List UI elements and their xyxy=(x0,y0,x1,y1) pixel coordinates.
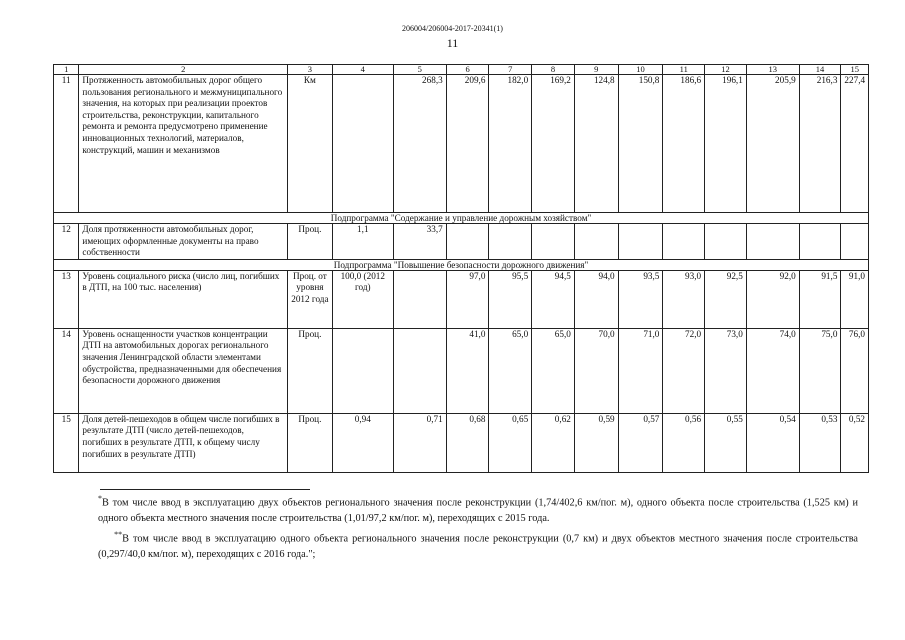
value-cell xyxy=(746,224,799,260)
footnote-1 xyxy=(98,491,858,527)
column-number: 6 xyxy=(446,65,489,75)
column-number: 14 xyxy=(799,65,841,75)
base-value-cell: 1,1 xyxy=(332,224,393,260)
value-cell xyxy=(841,224,869,260)
base-value-cell xyxy=(332,75,393,213)
row-number: 12 xyxy=(54,224,79,260)
footnote-1-mark: * xyxy=(98,494,102,503)
row-number: 13 xyxy=(54,270,79,328)
value-cell: 76,0 xyxy=(841,328,869,413)
column-number: 5 xyxy=(393,65,446,75)
value-cell: 65,0 xyxy=(532,328,575,413)
table-row xyxy=(54,224,869,260)
value-cell: 0,52 xyxy=(841,413,869,472)
value-cell xyxy=(663,224,705,260)
value-cell: 0,53 xyxy=(799,413,841,472)
value-cell: 0,71 xyxy=(393,413,446,472)
value-cell: 94,5 xyxy=(532,270,575,328)
value-cell: 75,0 xyxy=(799,328,841,413)
value-cell: 33,7 xyxy=(393,224,446,260)
row-number: 14 xyxy=(54,328,79,413)
value-cell: 227,4 xyxy=(841,75,869,213)
value-cell: 92,0 xyxy=(746,270,799,328)
row-number: 11 xyxy=(54,75,79,213)
value-cell: 205,9 xyxy=(746,75,799,213)
unit-cell: Км xyxy=(288,75,333,213)
column-number: 13 xyxy=(746,65,799,75)
value-cell: 186,6 xyxy=(663,75,705,213)
subprogram-row xyxy=(54,213,869,224)
value-cell: 216,3 xyxy=(799,75,841,213)
value-cell: 65,0 xyxy=(489,328,532,413)
column-number: 15 xyxy=(841,65,869,75)
value-cell: 97,0 xyxy=(446,270,489,328)
value-cell: 0,57 xyxy=(618,413,663,472)
value-cell: 91,0 xyxy=(841,270,869,328)
value-cell: 182,0 xyxy=(489,75,532,213)
value-cell: 70,0 xyxy=(574,328,618,413)
value-cell xyxy=(446,224,489,260)
column-number: 12 xyxy=(705,65,747,75)
footnote-2-mark: ** xyxy=(114,530,123,539)
value-cell: 0,62 xyxy=(532,413,575,472)
value-cell xyxy=(393,328,446,413)
value-cell: 150,8 xyxy=(618,75,663,213)
column-number: 8 xyxy=(532,65,575,75)
table-row xyxy=(54,270,869,328)
value-cell: 0,55 xyxy=(705,413,747,472)
indicator-name: Доля протяженности автомобильных дорог, имеющих оформленные документы на право собственности xyxy=(79,224,288,260)
value-cell: 268,3 xyxy=(393,75,446,213)
document-id: 206004/206004-2017-20341(1) xyxy=(402,24,503,33)
column-number: 3 xyxy=(288,65,333,75)
value-cell: 72,0 xyxy=(663,328,705,413)
footnote-2-text: В том числе ввод в эксплуатацию одного объекта регионального значения после реконструкции (0,7 км) и двух объектов местного значения после строительства (0,297/40,0 км/пог. м), переходящих с 2016 года."; xyxy=(98,533,858,561)
column-number: 9 xyxy=(574,65,618,75)
value-cell: 0,65 xyxy=(489,413,532,472)
value-cell: 74,0 xyxy=(746,328,799,413)
footnote-1-text: В том числе ввод в эксплуатацию двух объектов регионального значения после реконструкции (1,74/402,6 км/пог. м), одного объекта после строительства (1,525 км) и одного объекта местного значения после строительства (1,01/97,2 км/пог. м), переходящих с 2015 года. xyxy=(98,497,858,525)
table-row xyxy=(54,413,869,472)
indicator-name: Протяженность автомобильных дорог общего пользования регионального и межмуниципального значения, на которых при реализации проектов строительства, реконструкции, капитального ремонта и ремонта предусмотрено применение инновационных технологий, материалов, конструкций, машин и механизмов xyxy=(79,75,288,213)
value-cell: 73,0 xyxy=(705,328,747,413)
page-number: 11 xyxy=(446,36,459,50)
base-value-cell: 0,94 xyxy=(332,413,393,472)
base-value-cell xyxy=(332,328,393,413)
value-cell: 209,6 xyxy=(446,75,489,213)
value-cell: 94,0 xyxy=(574,270,618,328)
value-cell xyxy=(489,224,532,260)
subprogram-row xyxy=(54,259,869,270)
value-cell xyxy=(799,224,841,260)
value-cell xyxy=(532,224,575,260)
footnote-2 xyxy=(98,527,858,563)
value-cell: 41,0 xyxy=(446,328,489,413)
footnote-separator xyxy=(100,489,310,490)
value-cell xyxy=(574,224,618,260)
indicator-name: Доля детей-пешеходов в общем числе погибших в результате ДТП (число детей-пешеходов, погибших в результате ДТП, к общему числу погибших в результате ДТП) xyxy=(79,413,288,472)
row-number: 15 xyxy=(54,413,79,472)
value-cell: 0,59 xyxy=(574,413,618,472)
value-cell xyxy=(618,224,663,260)
value-cell: 0,54 xyxy=(746,413,799,472)
value-cell: 95,5 xyxy=(489,270,532,328)
value-cell: 169,2 xyxy=(532,75,575,213)
value-cell: 93,5 xyxy=(618,270,663,328)
base-value-cell: 100,0 (2012 год) xyxy=(332,270,393,328)
table-row xyxy=(54,75,869,213)
table-row xyxy=(54,328,869,413)
column-number: 2 xyxy=(79,65,288,75)
value-cell: 0,56 xyxy=(663,413,705,472)
value-cell xyxy=(705,224,747,260)
column-number: 10 xyxy=(618,65,663,75)
value-cell: 92,5 xyxy=(705,270,747,328)
subprogram-title: Подпрограмма "Повышение безопасности дорожного движения" xyxy=(54,259,869,270)
unit-cell: Проц. xyxy=(288,224,333,260)
unit-cell: Проц. xyxy=(288,328,333,413)
value-cell: 93,0 xyxy=(663,270,705,328)
unit-cell: Проц. от уровня 2012 года xyxy=(288,270,333,328)
column-number: 7 xyxy=(489,65,532,75)
subprogram-title: Подпрограмма "Содержание и управление дорожным хозяйством" xyxy=(54,213,869,224)
column-number-row xyxy=(54,65,869,75)
value-cell: 0,68 xyxy=(446,413,489,472)
value-cell: 91,5 xyxy=(799,270,841,328)
unit-cell: Проц. xyxy=(288,413,333,472)
column-number: 1 xyxy=(54,65,79,75)
column-number: 4 xyxy=(332,65,393,75)
indicators-table xyxy=(53,64,869,473)
indicator-name: Уровень оснащенности участков концентрации ДТП на автомобильных дорогах регионального значения Ленинградской области элементами обустройства, предназначенными для обеспечения безопасности дорожного движения xyxy=(79,328,288,413)
value-cell: 196,1 xyxy=(705,75,747,213)
indicator-name: Уровень социального риска (число лиц, погибших в ДТП, на 100 тыс. населения) xyxy=(79,270,288,328)
column-number: 11 xyxy=(663,65,705,75)
value-cell xyxy=(393,270,446,328)
value-cell: 71,0 xyxy=(618,328,663,413)
value-cell: 124,8 xyxy=(574,75,618,213)
